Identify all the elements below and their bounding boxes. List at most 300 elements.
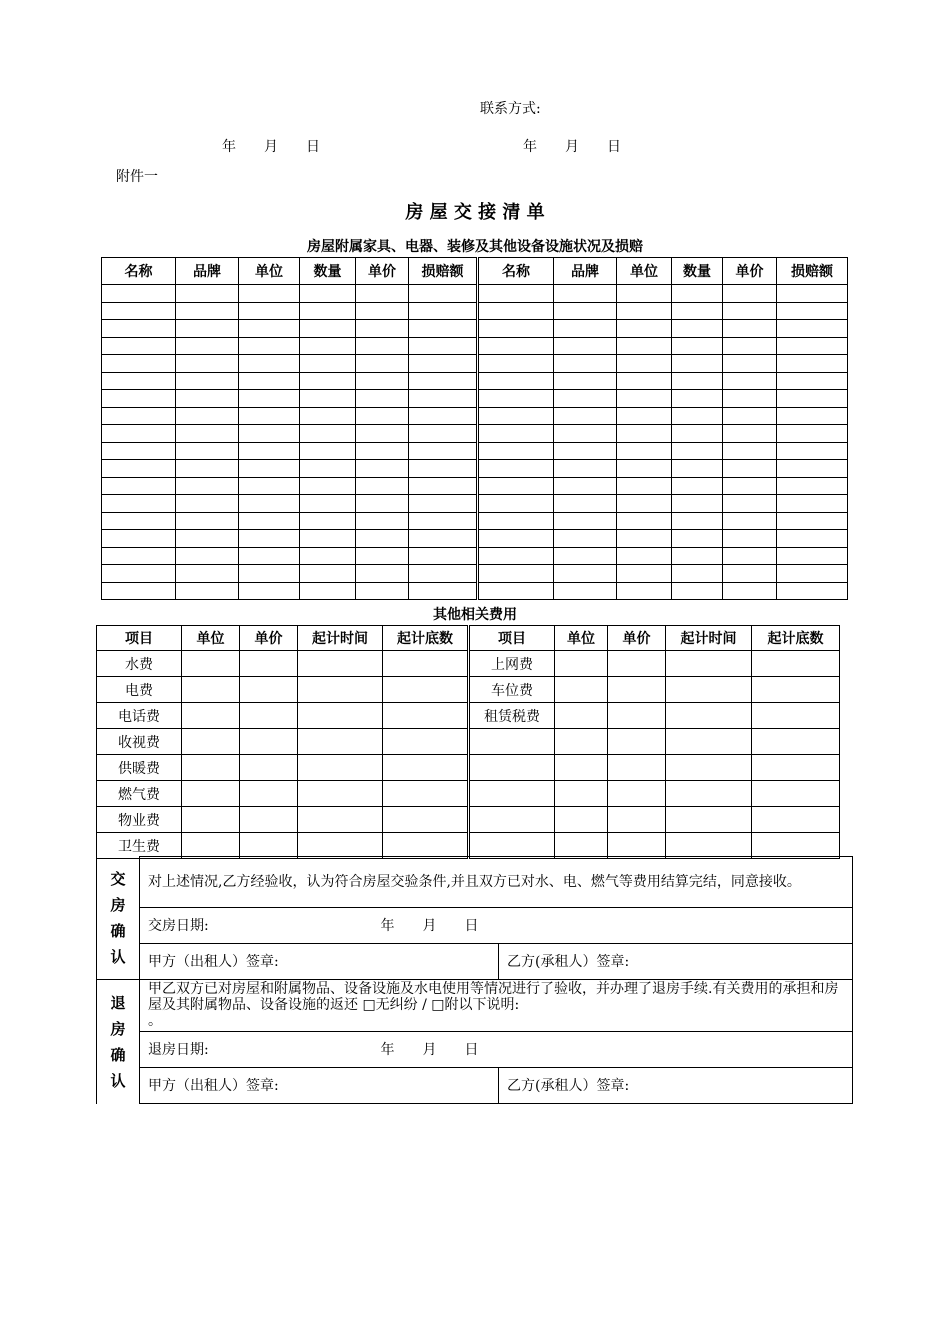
fees-col-header: 单位	[555, 626, 608, 651]
furniture-row	[102, 442, 848, 460]
fee-cell	[752, 677, 840, 703]
furniture-cell	[554, 407, 617, 425]
furniture-col-header: 损赔额	[777, 258, 848, 285]
furniture-col-header: 品牌	[176, 258, 239, 285]
furniture-row	[102, 355, 848, 373]
furniture-row	[102, 390, 848, 408]
furniture-row	[102, 512, 848, 530]
furniture-cell	[300, 390, 356, 408]
furniture-cell	[176, 337, 239, 355]
furniture-cell	[672, 390, 723, 408]
furniture-cell	[409, 407, 478, 425]
fees-row	[97, 651, 840, 677]
handover-date-label: 交房日期:	[148, 917, 209, 934]
handover-party-b: 乙方(承租人）签章:	[499, 944, 853, 980]
furniture-cell	[478, 582, 554, 600]
furniture-cell	[672, 285, 723, 303]
furniture-cell	[176, 547, 239, 565]
furniture-cell	[723, 442, 777, 460]
fee-cell	[383, 755, 469, 781]
furniture-cell	[478, 425, 554, 443]
furniture-cell	[777, 565, 848, 583]
furniture-cell	[723, 372, 777, 390]
furniture-cell	[672, 337, 723, 355]
furniture-cell	[239, 390, 300, 408]
fee-cell	[182, 833, 240, 859]
furniture-cell	[672, 320, 723, 338]
furniture-cell	[672, 372, 723, 390]
fee-cell	[182, 781, 240, 807]
furniture-cell	[300, 407, 356, 425]
furniture-cell	[617, 285, 672, 303]
furniture-cell	[300, 355, 356, 373]
furniture-col-header: 单价	[356, 258, 409, 285]
fee-cell	[240, 729, 298, 755]
furniture-cell	[478, 337, 554, 355]
fee-cell	[666, 781, 752, 807]
furniture-cell	[617, 495, 672, 513]
furniture-row	[102, 337, 848, 355]
fee-cell	[383, 833, 469, 859]
fee-cell	[608, 703, 666, 729]
furniture-cell	[777, 442, 848, 460]
fee-cell	[298, 651, 383, 677]
furniture-cell	[777, 425, 848, 443]
return-party-a: 甲方（出租人）签章:	[140, 1068, 499, 1104]
fee-cell	[555, 729, 608, 755]
handover-party-a: 甲方（出租人）签章:	[140, 944, 499, 980]
furniture-cell	[723, 582, 777, 600]
fee-item-left: 燃气费	[97, 781, 182, 807]
furniture-cell	[409, 582, 478, 600]
furniture-cell	[102, 337, 176, 355]
fee-cell	[555, 651, 608, 677]
furniture-cell	[356, 425, 409, 443]
fee-cell	[666, 677, 752, 703]
furniture-cell	[102, 512, 176, 530]
furniture-cell	[672, 302, 723, 320]
return-statement: 甲乙双方已对房屋和附属物品、设备设施及水电使用等情况进行了验收，并办理了退房手续.有关费用的承担和房屋及其附属物品、设备设施的返还 □无纠纷 / □附以下说明: 。	[140, 980, 853, 1032]
furniture-row	[102, 530, 848, 548]
furniture-cell	[239, 512, 300, 530]
fee-cell	[752, 755, 840, 781]
furniture-cell	[356, 442, 409, 460]
furniture-cell	[176, 460, 239, 478]
furniture-cell	[409, 565, 478, 583]
fees-row	[97, 729, 840, 755]
furniture-cell	[723, 425, 777, 443]
furniture-cell	[409, 337, 478, 355]
fee-item-left: 收视费	[97, 729, 182, 755]
fee-cell	[182, 729, 240, 755]
furniture-col-header: 数量	[672, 258, 723, 285]
furniture-col-header: 品牌	[554, 258, 617, 285]
fee-item-left: 物业费	[97, 807, 182, 833]
furniture-cell	[239, 372, 300, 390]
furniture-cell	[300, 495, 356, 513]
furniture-cell	[617, 442, 672, 460]
furniture-cell	[356, 530, 409, 548]
fees-col-header: 起计时间	[298, 626, 383, 651]
furniture-cell	[409, 390, 478, 408]
fees-col-header: 起计底数	[752, 626, 840, 651]
furniture-cell	[239, 442, 300, 460]
furniture-cell	[554, 320, 617, 338]
furniture-cell	[617, 582, 672, 600]
furniture-cell	[672, 407, 723, 425]
fee-cell	[383, 703, 469, 729]
furniture-cell	[478, 372, 554, 390]
furniture-cell	[617, 565, 672, 583]
fee-item-right: 租赁税费	[469, 703, 555, 729]
furniture-cell	[239, 477, 300, 495]
furniture-cell	[176, 407, 239, 425]
furniture-cell	[723, 390, 777, 408]
furniture-cell	[176, 285, 239, 303]
furniture-cell	[176, 355, 239, 373]
fee-cell	[555, 755, 608, 781]
fee-cell	[383, 781, 469, 807]
furniture-cell	[478, 495, 554, 513]
furniture-cell	[723, 355, 777, 373]
furniture-cell	[300, 320, 356, 338]
fees-header-row	[97, 626, 840, 651]
furniture-cell	[478, 460, 554, 478]
furniture-cell	[300, 285, 356, 303]
fee-cell	[752, 833, 840, 859]
contact-label: 联系方式:	[480, 101, 541, 117]
furniture-cell	[617, 320, 672, 338]
furniture-cell	[239, 320, 300, 338]
furniture-cell	[478, 565, 554, 583]
fee-cell	[608, 781, 666, 807]
furniture-cell	[176, 320, 239, 338]
furniture-row	[102, 407, 848, 425]
furniture-cell	[777, 512, 848, 530]
fee-cell	[555, 781, 608, 807]
furniture-cell	[617, 512, 672, 530]
return-date-label: 退房日期:	[148, 1041, 209, 1058]
furniture-cell	[554, 442, 617, 460]
fee-cell	[608, 833, 666, 859]
furniture-cell	[777, 407, 848, 425]
doc-title: 房 屋 交 接 清 单	[405, 202, 545, 223]
furniture-cell	[723, 337, 777, 355]
furniture-cell	[617, 407, 672, 425]
fee-cell	[240, 703, 298, 729]
furniture-cell	[617, 302, 672, 320]
fee-cell	[752, 729, 840, 755]
furniture-cell	[102, 547, 176, 565]
furniture-col-header: 单位	[239, 258, 300, 285]
fee-cell	[298, 755, 383, 781]
furniture-cell	[478, 512, 554, 530]
fee-item-right	[469, 729, 555, 755]
furniture-cell	[723, 320, 777, 338]
furniture-cell	[356, 407, 409, 425]
furniture-cell	[723, 530, 777, 548]
furniture-cell	[102, 477, 176, 495]
furniture-cell	[672, 442, 723, 460]
furniture-cell	[554, 477, 617, 495]
fees-col-header: 单价	[240, 626, 298, 651]
furniture-cell	[239, 565, 300, 583]
furniture-cell	[723, 547, 777, 565]
furniture-cell	[672, 582, 723, 600]
furniture-cell	[102, 495, 176, 513]
furniture-cell	[554, 512, 617, 530]
furniture-cell	[777, 495, 848, 513]
furniture-col-header: 名称	[478, 258, 554, 285]
fee-cell	[240, 677, 298, 703]
fee-cell	[555, 677, 608, 703]
furniture-cell	[777, 477, 848, 495]
fees-col-header: 起计底数	[383, 626, 469, 651]
furniture-cell	[176, 390, 239, 408]
fee-item-right	[469, 807, 555, 833]
fees-row	[97, 755, 840, 781]
fees-row	[97, 833, 840, 859]
furniture-cell	[102, 390, 176, 408]
furniture-cell	[777, 285, 848, 303]
fee-cell	[555, 833, 608, 859]
fee-cell	[298, 677, 383, 703]
furniture-cell	[239, 337, 300, 355]
furniture-cell	[102, 320, 176, 338]
furniture-cell	[102, 530, 176, 548]
furniture-cell	[723, 512, 777, 530]
fee-cell	[240, 755, 298, 781]
furniture-cell	[777, 355, 848, 373]
furniture-cell	[777, 302, 848, 320]
furniture-cell	[723, 407, 777, 425]
furniture-cell	[554, 355, 617, 373]
fee-item-right: 车位费	[469, 677, 555, 703]
furniture-cell	[176, 477, 239, 495]
furniture-cell	[409, 460, 478, 478]
return-date-value: 年 月 日	[380, 1041, 479, 1058]
fee-cell	[383, 807, 469, 833]
furniture-cell	[356, 337, 409, 355]
fee-cell	[666, 807, 752, 833]
fees-row	[97, 807, 840, 833]
furniture-cell	[300, 530, 356, 548]
furniture-cell	[617, 547, 672, 565]
furniture-row	[102, 565, 848, 583]
furniture-cell	[409, 530, 478, 548]
fees-row	[97, 781, 840, 807]
fee-cell	[182, 755, 240, 781]
furniture-cell	[617, 372, 672, 390]
fee-cell	[666, 651, 752, 677]
furniture-cell	[356, 495, 409, 513]
fee-cell	[555, 703, 608, 729]
furniture-cell	[300, 442, 356, 460]
furniture-cell	[300, 565, 356, 583]
furniture-cell	[409, 547, 478, 565]
fee-cell	[383, 677, 469, 703]
date-right: 年 月 日	[523, 139, 621, 155]
furniture-cell	[409, 495, 478, 513]
furniture-cell	[777, 337, 848, 355]
furniture-row	[102, 425, 848, 443]
fee-cell	[383, 729, 469, 755]
fee-cell	[666, 729, 752, 755]
furniture-cell	[239, 407, 300, 425]
furniture-cell	[554, 390, 617, 408]
fee-cell	[555, 807, 608, 833]
furniture-cell	[300, 337, 356, 355]
furniture-cell	[176, 582, 239, 600]
furniture-cell	[176, 442, 239, 460]
furniture-cell	[723, 477, 777, 495]
fees-row	[97, 677, 840, 703]
furniture-cell	[356, 372, 409, 390]
fee-cell	[666, 703, 752, 729]
furniture-col-header: 损赔额	[409, 258, 478, 285]
date-left: 年 月 日	[222, 139, 320, 155]
furniture-header-row	[102, 258, 848, 285]
furniture-cell	[409, 425, 478, 443]
fee-item-right: 上网费	[469, 651, 555, 677]
furniture-cell	[356, 390, 409, 408]
furniture-cell	[102, 425, 176, 443]
furniture-cell	[356, 355, 409, 373]
furniture-cell	[478, 530, 554, 548]
furniture-cell	[777, 460, 848, 478]
fee-cell	[752, 781, 840, 807]
furniture-cell	[300, 302, 356, 320]
handover-statement: 对上述情况,乙方经验收，认为符合房屋交验条件,并且双方已对水、电、燃气等费用结算完结，同意接收。	[140, 857, 853, 908]
fee-cell	[298, 781, 383, 807]
furniture-cell	[239, 530, 300, 548]
fee-cell	[182, 677, 240, 703]
fee-cell	[298, 729, 383, 755]
furniture-row	[102, 477, 848, 495]
furniture-cell	[409, 512, 478, 530]
fee-item-left: 供暖费	[97, 755, 182, 781]
furniture-cell	[102, 372, 176, 390]
furniture-cell	[554, 425, 617, 443]
furniture-cell	[176, 530, 239, 548]
attachment-label: 附件一	[116, 169, 158, 185]
furniture-cell	[554, 565, 617, 583]
furniture-cell	[356, 302, 409, 320]
furniture-cell	[617, 460, 672, 478]
furniture-table	[101, 257, 848, 600]
furniture-cell	[777, 582, 848, 600]
furniture-cell	[356, 582, 409, 600]
furniture-cell	[617, 337, 672, 355]
furniture-cell	[777, 547, 848, 565]
furniture-cell	[478, 285, 554, 303]
furniture-cell	[102, 355, 176, 373]
furniture-cell	[777, 372, 848, 390]
furniture-cell	[672, 477, 723, 495]
furniture-cell	[723, 565, 777, 583]
fee-cell	[752, 807, 840, 833]
fee-cell	[182, 651, 240, 677]
furniture-cell	[356, 477, 409, 495]
furniture-cell	[356, 285, 409, 303]
furniture-cell	[723, 460, 777, 478]
furniture-cell	[239, 582, 300, 600]
furniture-row	[102, 372, 848, 390]
furniture-cell	[554, 337, 617, 355]
fees-title: 其他相关费用	[433, 607, 517, 623]
fee-cell	[240, 781, 298, 807]
furniture-cell	[554, 547, 617, 565]
furniture-cell	[102, 407, 176, 425]
furniture-cell	[102, 582, 176, 600]
fee-item-right	[469, 755, 555, 781]
furniture-row	[102, 460, 848, 478]
furniture-col-header: 名称	[102, 258, 176, 285]
furniture-cell	[617, 425, 672, 443]
furniture-cell	[409, 302, 478, 320]
furniture-cell	[617, 390, 672, 408]
furniture-cell	[176, 302, 239, 320]
furniture-cell	[672, 512, 723, 530]
furniture-cell	[102, 565, 176, 583]
furniture-cell	[409, 355, 478, 373]
fee-cell	[240, 807, 298, 833]
furniture-cell	[478, 302, 554, 320]
return-date-row	[140, 1032, 853, 1068]
furniture-row	[102, 547, 848, 565]
furniture-row	[102, 285, 848, 303]
fee-cell	[608, 729, 666, 755]
furniture-cell	[102, 460, 176, 478]
furniture-cell	[478, 442, 554, 460]
fees-row	[97, 703, 840, 729]
furniture-row	[102, 320, 848, 338]
handover-date-value: 年 月 日	[380, 917, 479, 934]
fee-item-right	[469, 833, 555, 859]
fee-cell	[182, 703, 240, 729]
furniture-cell	[239, 285, 300, 303]
fee-cell	[298, 703, 383, 729]
fees-table	[96, 625, 840, 859]
fee-item-left: 卫生费	[97, 833, 182, 859]
furniture-cell	[478, 547, 554, 565]
furniture-cell	[409, 372, 478, 390]
fee-cell	[752, 703, 840, 729]
fee-cell	[298, 807, 383, 833]
handover-side-label: 交 房 确 认	[97, 857, 140, 980]
furniture-row	[102, 495, 848, 513]
furniture-cell	[300, 547, 356, 565]
furniture-cell	[176, 372, 239, 390]
fees-col-header: 项目	[97, 626, 182, 651]
furniture-cell	[239, 460, 300, 478]
fee-cell	[182, 807, 240, 833]
furniture-cell	[176, 425, 239, 443]
furniture-title: 房屋附属家具、电器、装修及其他设备设施状况及损赔	[307, 239, 643, 255]
furniture-cell	[723, 302, 777, 320]
furniture-cell	[300, 460, 356, 478]
furniture-cell	[617, 355, 672, 373]
furniture-cell	[239, 355, 300, 373]
furniture-cell	[102, 285, 176, 303]
fee-item-left: 水费	[97, 651, 182, 677]
furniture-cell	[672, 460, 723, 478]
furniture-cell	[723, 285, 777, 303]
furniture-cell	[409, 442, 478, 460]
furniture-cell	[672, 355, 723, 373]
fees-col-header: 起计时间	[666, 626, 752, 651]
fee-cell	[298, 833, 383, 859]
